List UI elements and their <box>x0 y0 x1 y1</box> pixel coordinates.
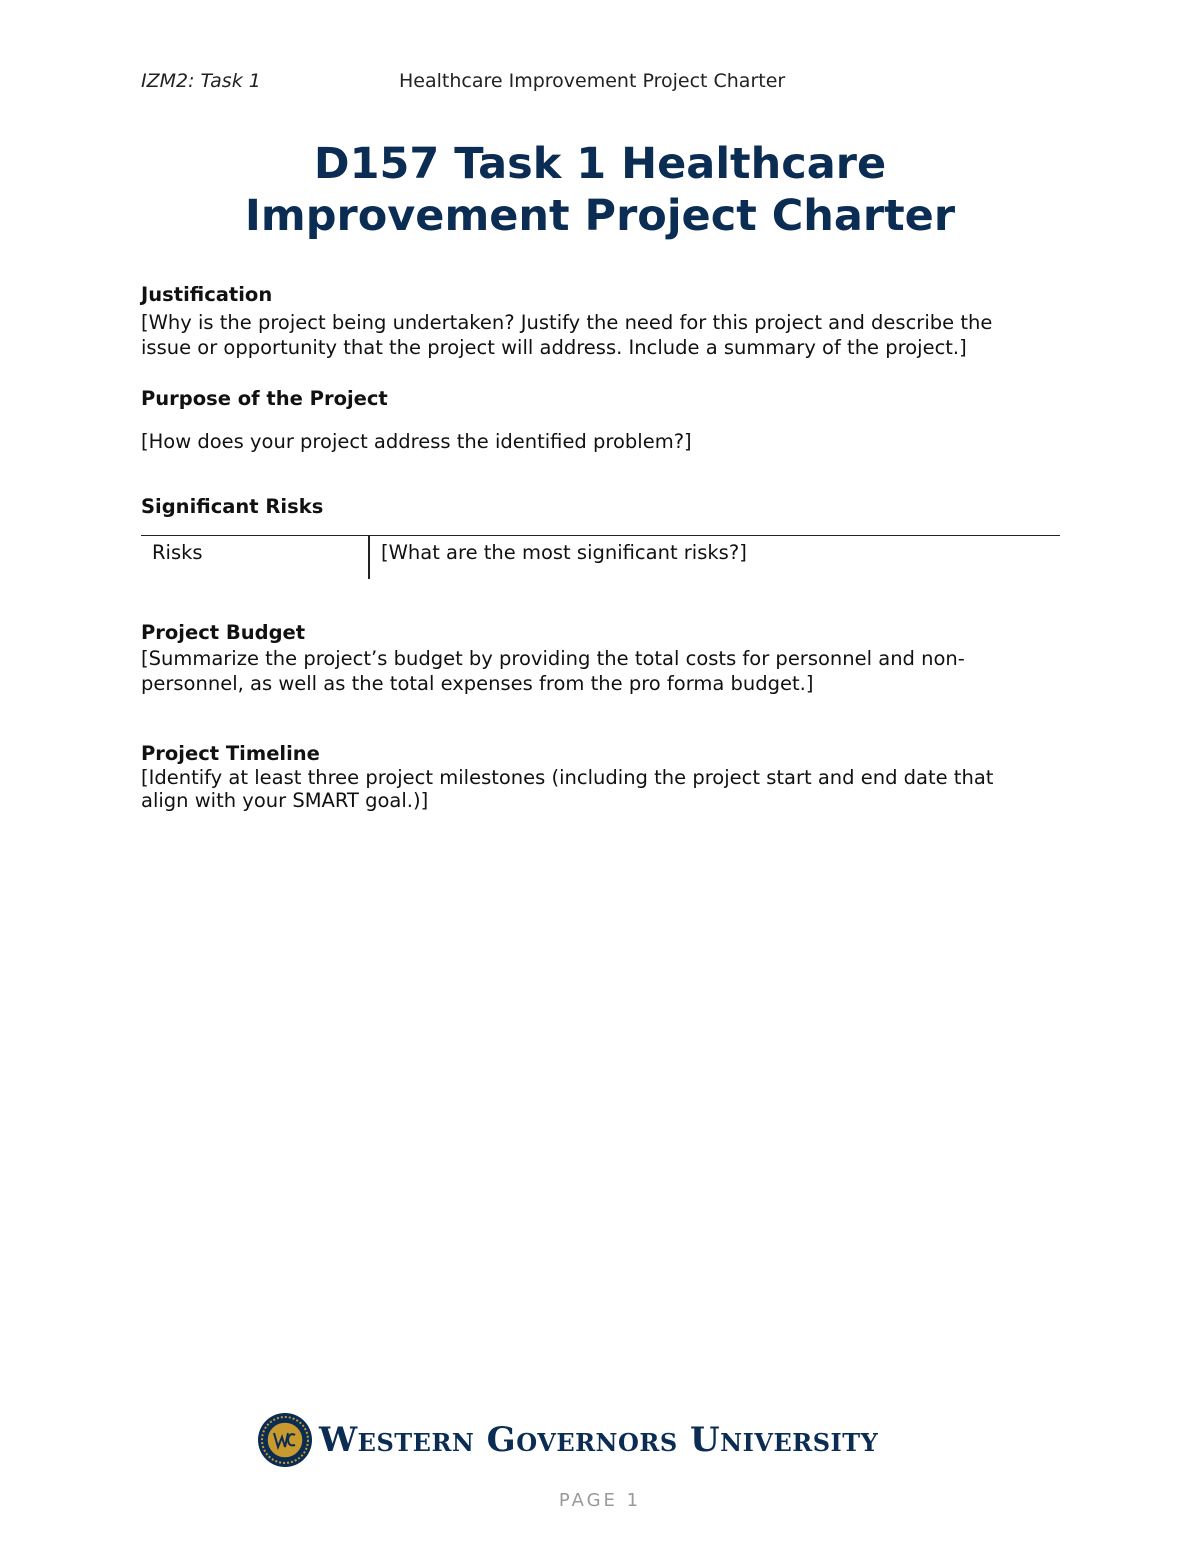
justification-line-2: issue or opportunity that the project will address. Include a summary of the project.] <box>141 336 967 359</box>
page-number: PAGE 1 <box>558 1490 642 1511</box>
budget-line-1: [Summarize the project’s budget by providing the total costs for personnel and non- <box>141 647 965 670</box>
risks-value: [What are the most significant risks?] <box>381 541 747 564</box>
budget-heading: Project Budget <box>141 621 306 644</box>
purpose-line-1: [How does your project address the identified problem?] <box>141 430 692 453</box>
header-title: Healthcare Improvement Project Charter <box>399 70 786 92</box>
risks-table <box>141 535 1060 580</box>
title-line-1: D157 Task 1 Healthcare <box>313 139 887 189</box>
risks-column-divider <box>368 536 370 579</box>
budget-line-2: personnel, as well as the total expenses from the pro forma budget.] <box>141 672 814 695</box>
timeline-heading: Project Timeline <box>141 742 320 765</box>
justification-line-1: [Why is the project being undertaken? Justify the need for this project and describe the <box>141 311 993 334</box>
risks-label: Risks <box>152 541 203 564</box>
purpose-heading: Purpose of the Project <box>141 387 388 410</box>
timeline-text <box>141 766 1041 812</box>
university-seal-icon <box>257 1412 313 1468</box>
university-name: Western Governors University <box>319 1420 879 1460</box>
justification-text <box>141 310 1041 360</box>
budget-text <box>141 646 1041 696</box>
wgu-logo <box>257 1412 917 1472</box>
timeline-line-1: [Identify at least three project milestones (including the project start and end date that <box>141 766 994 789</box>
document-title <box>100 138 1100 242</box>
title-line-2: Improvement Project Charter <box>244 191 956 241</box>
header-course: IZM2: Task 1 <box>141 70 261 92</box>
timeline-line-2: align with your SMART goal.)] <box>141 789 429 812</box>
risks-heading: Significant Risks <box>141 495 324 518</box>
justification-heading: Justification <box>141 283 273 306</box>
purpose-text <box>141 429 1041 454</box>
